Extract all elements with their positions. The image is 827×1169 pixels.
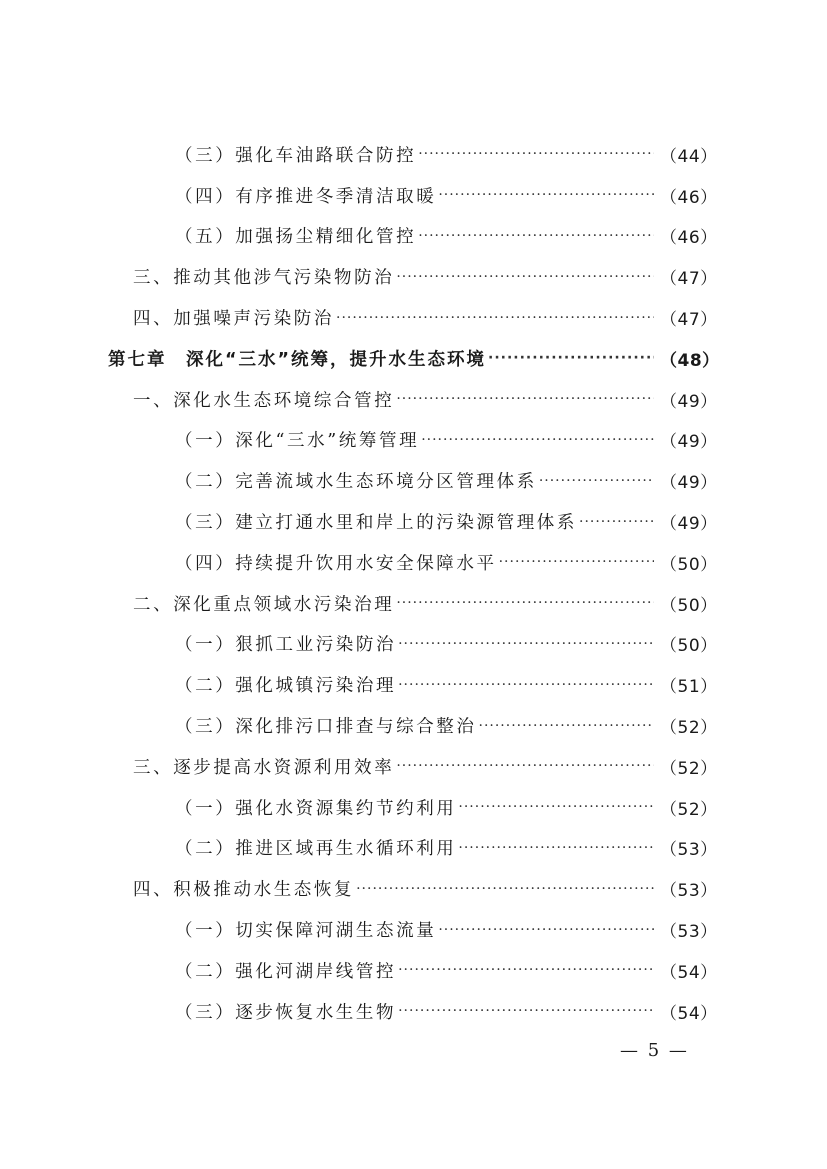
toc-entry-page: （51） (660, 677, 718, 698)
toc-dot-leader (579, 512, 654, 532)
toc-entry-title: 第七章 深化“三水”统筹，提升水生态环境 (108, 349, 487, 370)
toc-entry-page: （49） (660, 514, 718, 535)
toc-subsection-entry[interactable] (0, 420, 827, 461)
toc-section-entry[interactable] (0, 256, 827, 297)
toc-subsection-entry[interactable] (0, 828, 827, 869)
toc-entry-page: （52） (660, 718, 718, 739)
toc-entry-title: （三）逐步恢复水生生物 (175, 1002, 397, 1023)
toc-dot-leader (356, 879, 654, 899)
toc-entry-title: 四、积极推动水生态恢复 (133, 880, 355, 901)
toc-subsection-entry[interactable] (0, 501, 827, 542)
toc-entry-title: （二）强化城镇污染治理 (175, 676, 397, 697)
toc-dot-leader (398, 960, 654, 980)
toc-entry-page: （48） (660, 350, 720, 371)
table-of-contents (0, 134, 827, 1032)
toc-entry-title: 二、深化重点领域水污染治理 (133, 594, 395, 615)
toc-dot-leader (396, 389, 654, 409)
toc-entry-title: （一）强化水资源集约节约利用 (175, 798, 457, 819)
toc-entry-title: （一）狠抓工业污染防治 (175, 635, 397, 656)
toc-entry-row (175, 713, 827, 738)
toc-entry-row (175, 550, 827, 575)
toc-entry-page: （54） (660, 1003, 718, 1024)
toc-entry-title: （三）建立打通水里和岸上的污染源管理体系 (175, 513, 577, 534)
toc-dot-leader (479, 716, 655, 736)
toc-dot-leader (418, 144, 654, 164)
toc-entry-page: （50） (660, 554, 718, 575)
page-number: — 5 — (620, 1040, 689, 1061)
toc-dot-leader (418, 226, 654, 246)
toc-entry-row (175, 183, 827, 208)
toc-subsection-entry[interactable] (0, 175, 827, 216)
toc-entry-row (175, 795, 827, 820)
toc-entry-row (133, 591, 827, 616)
toc-entry-row (175, 223, 827, 248)
toc-entry-row (175, 999, 827, 1024)
toc-entry-row (175, 427, 827, 452)
toc-entry-row (175, 958, 827, 983)
toc-entry-page: （50） (660, 595, 718, 616)
toc-subsection-entry[interactable] (0, 991, 827, 1032)
toc-subsection-entry[interactable] (0, 134, 827, 175)
toc-entry-page: （46） (660, 187, 718, 208)
toc-entry-title: 四、加强噪声污染防治 (133, 309, 334, 330)
toc-entry-page: （53） (660, 840, 718, 861)
toc-entry-title: （一）切实保障河湖生态流量 (175, 921, 437, 942)
toc-dot-leader (438, 185, 654, 205)
toc-dot-leader (396, 267, 654, 287)
toc-dot-leader (499, 552, 654, 572)
toc-entry-row (133, 305, 827, 330)
toc-entry-title: （一）深化“三水”统筹管理 (175, 431, 420, 452)
toc-dot-leader (539, 471, 654, 491)
toc-dot-leader (458, 838, 654, 858)
toc-entry-title: （五）加强扬尘精细化管控 (175, 227, 417, 248)
toc-entry-title: （二）完善流域水生态环境分区管理体系 (175, 472, 537, 493)
toc-entry-title: （二）推进区域再生水循环利用 (175, 839, 457, 860)
toc-entry-row (175, 631, 827, 656)
toc-entry-row (175, 917, 827, 942)
toc-entry-page: （46） (660, 228, 718, 249)
toc-entry-row (175, 835, 827, 860)
toc-entry-row (175, 142, 827, 167)
toc-dot-leader (396, 593, 654, 613)
toc-dot-leader (336, 308, 654, 328)
toc-entry-title: （三）深化排污口排查与综合整治 (175, 717, 477, 738)
toc-entry-page: （53） (660, 881, 718, 902)
toc-entry-row (133, 754, 827, 779)
toc-entry-row (175, 672, 827, 697)
toc-entry-title: （四）有序推进冬季清洁取暖 (175, 186, 437, 207)
toc-entry-page: （52） (660, 799, 718, 820)
toc-subsection-entry[interactable] (0, 909, 827, 950)
toc-chapter-entry[interactable] (0, 338, 827, 379)
toc-entry-page: （49） (660, 473, 718, 494)
toc-subsection-entry[interactable] (0, 460, 827, 501)
toc-dot-leader (458, 797, 654, 817)
toc-entry-title: （二）强化河湖岸线管控 (175, 961, 397, 982)
toc-entry-page: （49） (660, 432, 718, 453)
toc-section-entry[interactable] (0, 583, 827, 624)
toc-entry-row (133, 876, 827, 901)
toc-entry-row (175, 468, 827, 493)
toc-entry-row (108, 346, 827, 371)
toc-entry-page: （49） (660, 391, 718, 412)
toc-dot-leader (398, 634, 654, 654)
toc-entry-title: （三）强化车油路联合防控 (175, 145, 417, 166)
toc-subsection-entry[interactable] (0, 624, 827, 665)
toc-entry-page: （44） (660, 146, 718, 167)
toc-entry-title: 三、逐步提高水资源利用效率 (133, 757, 395, 778)
toc-entry-title: 一、深化水生态环境综合管控 (133, 390, 395, 411)
toc-dot-leader (396, 756, 654, 776)
toc-dot-leader (438, 920, 654, 940)
toc-section-entry[interactable] (0, 297, 827, 338)
toc-entry-page: （53） (660, 922, 718, 943)
toc-subsection-entry[interactable] (0, 664, 827, 705)
toc-dot-leader (398, 675, 654, 695)
toc-section-entry[interactable] (0, 746, 827, 787)
toc-subsection-entry[interactable] (0, 950, 827, 991)
toc-entry-row (133, 387, 827, 412)
toc-section-entry[interactable] (0, 379, 827, 420)
toc-entry-page: （47） (660, 269, 718, 290)
toc-entry-page: （52） (660, 758, 718, 779)
toc-entry-title: 三、推动其他涉气污染物防治 (133, 268, 395, 289)
toc-entry-page: （54） (660, 962, 718, 983)
toc-subsection-entry[interactable] (0, 216, 827, 257)
toc-entry-page: （50） (660, 636, 718, 657)
toc-subsection-entry[interactable] (0, 542, 827, 583)
toc-entry-title: （四）持续提升饮用水安全保障水平 (175, 553, 497, 574)
toc-dot-leader (488, 348, 654, 368)
toc-section-entry[interactable] (0, 868, 827, 909)
toc-entry-row (175, 509, 827, 534)
toc-dot-leader (398, 1001, 654, 1021)
toc-dot-leader (421, 430, 654, 450)
toc-entry-row (133, 264, 827, 289)
toc-subsection-entry[interactable] (0, 705, 827, 746)
toc-entry-page: （47） (660, 310, 718, 331)
toc-subsection-entry[interactable] (0, 787, 827, 828)
